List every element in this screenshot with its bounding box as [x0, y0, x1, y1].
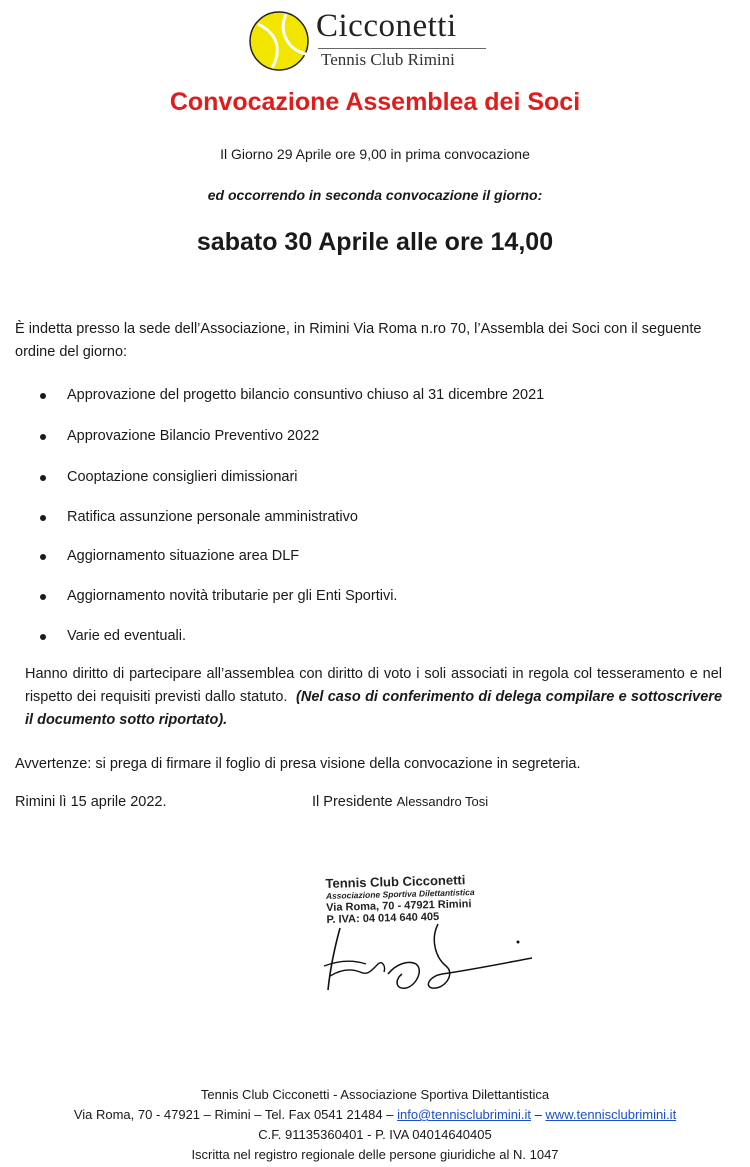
bullet-icon [40, 393, 46, 399]
first-call-line: Il Giorno 29 Aprile ore 9,00 in prima convocazione [220, 146, 530, 162]
delegation-note: (Nel caso di conferimento di delega compilare e sottoscrivere il documento sotto riportato). [25, 689, 723, 728]
footer-contact-line: Via Roma, 70 - 47921 – Rimini – Tel. Fax 0541 21484 – info@tennisclubrimini.it – www.tennisclubrimini.it [73, 1107, 677, 1122]
intro-paragraph: È indetta presso la sede dell’Associazione, in Rimini Via Roma n.ro 70, l’Assembla dei Soci con il seguente ordine del giorno: [15, 321, 702, 360]
voting-rights-paragraph: Hanno diritto di partecipare all’assemblea con diritto di voto i soli associati in regola col tesseramento e nel rispetto dei requisiti previsti dallo statuto. (Nel caso di conferimento di delega compilare e sottoscrivere il documento sotto riportato). [25, 666, 723, 728]
tennis-ball-logo-icon [248, 10, 310, 72]
logo-divider [318, 48, 486, 49]
bullet-icon [40, 594, 46, 600]
meeting-date: sabato 30 Aprile alle ore 14,00 [196, 228, 554, 256]
bullet-icon [40, 634, 46, 640]
warning-line: Avvertenze: si prega di firmare il foglio di presa visione della convocazione in segreteria. [15, 756, 581, 772]
logo-name: Cicconetti [316, 8, 457, 44]
document-title: Convocazione Assemblea dei Soci [169, 88, 581, 116]
website-link[interactable]: www.tennisclubrimini.it [545, 1107, 677, 1122]
president-line: Il Presidente Alessandro Tosi [312, 794, 489, 810]
email-link[interactable]: info@tennisclubrimini.it [397, 1107, 531, 1122]
footer-line-1: Tennis Club Cicconetti - Associazione Sportiva Dilettantistica [200, 1087, 550, 1102]
club-stamp: Tennis Club Cicconetti Associazione Sportiva Dilettantistica Via Roma, 70 - 47921 Rimini P. IVA: 04 014 640 405 [325, 872, 475, 926]
president-signature-icon [320, 920, 540, 1000]
bullet-icon [40, 475, 46, 481]
second-call-line: ed occorrendo in seconda convocazione il giorno: [207, 187, 543, 203]
bullet-icon [40, 434, 46, 440]
logo-subtitle: Tennis Club Rimini [321, 50, 455, 69]
footer-registry-line: Iscritta nel registro regionale delle persone giuridiche al N. 1047 [191, 1147, 559, 1162]
bullet-icon [40, 515, 46, 521]
place-date: Rimini lì 15 aprile 2022. [15, 794, 167, 810]
bullet-icon [40, 554, 46, 560]
president-name: Alessandro Tosi [396, 794, 489, 809]
footer-tax-line: C.F. 91135360401 - P. IVA 04014640405 [258, 1127, 492, 1142]
